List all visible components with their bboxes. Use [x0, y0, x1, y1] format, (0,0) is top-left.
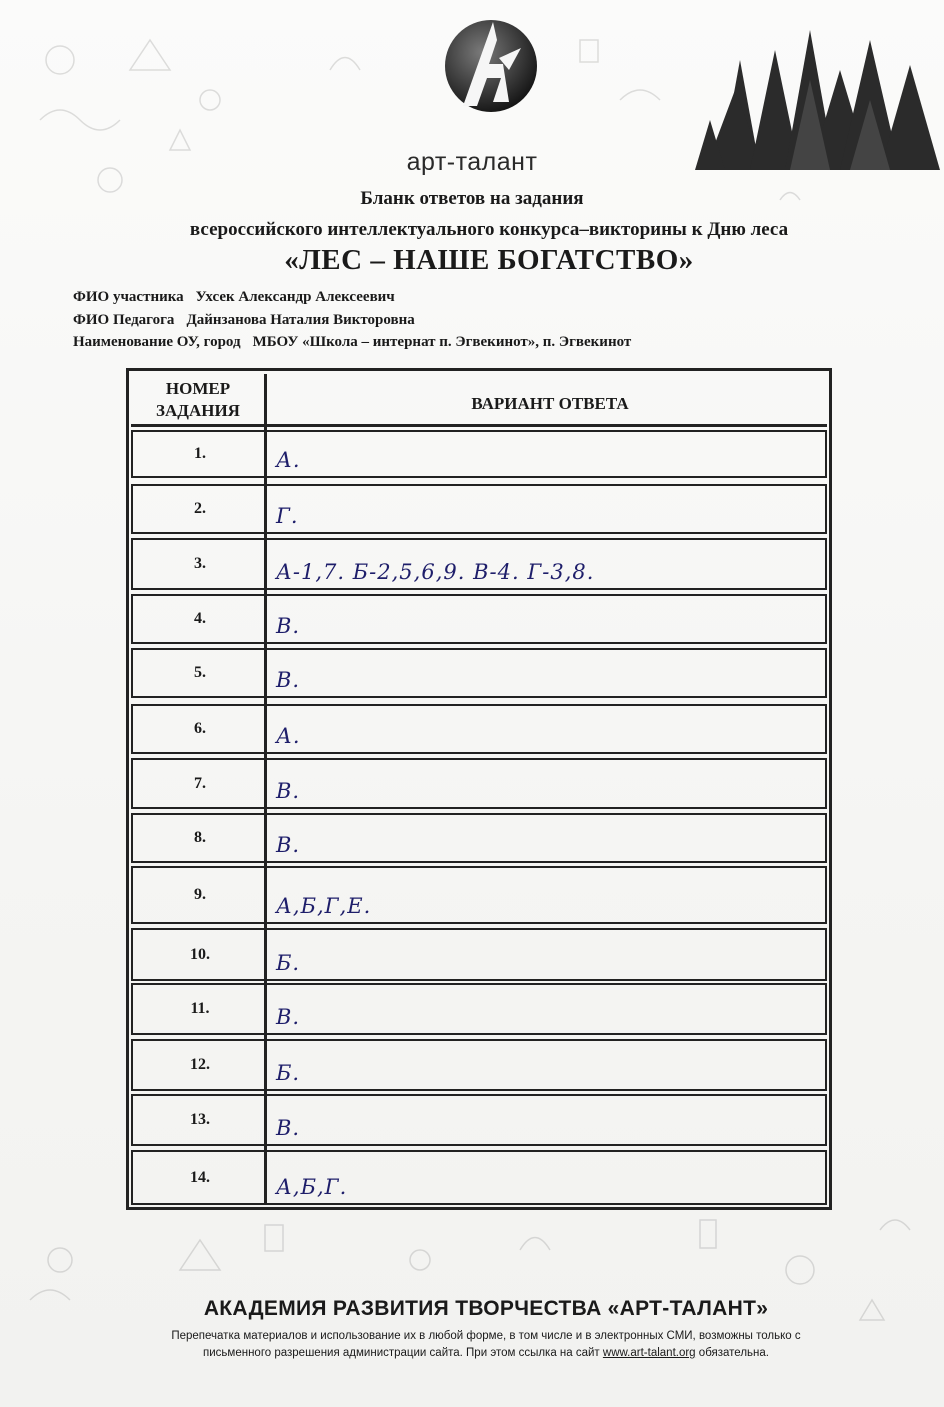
brand-name: арт-талант — [406, 148, 538, 176]
footer-note — [86, 1328, 886, 1362]
table-row — [131, 430, 827, 478]
task-number: 4. — [194, 610, 206, 627]
handwritten-answer: А,Б,Г,Е. — [276, 894, 372, 918]
handwritten-answer: А. — [276, 448, 301, 472]
task-number: 1. — [194, 445, 206, 462]
contest-title: «ЛЕС – НАШЕ БОГАТСТВО» — [284, 244, 694, 276]
handwritten-answer: В. — [276, 1005, 301, 1029]
participant-label: ФИО участника — [73, 289, 184, 305]
task-number: 6. — [194, 720, 206, 737]
column-header-number: НОМЕР ЗАДАНИЯ — [156, 379, 240, 420]
task-number: 7. — [194, 774, 206, 792]
table-row — [131, 866, 827, 924]
task-number: 11. — [190, 1000, 210, 1017]
table-row — [131, 983, 827, 1035]
handwritten-answer: В. — [276, 614, 301, 638]
handwritten-answer: А,Б,Г. — [276, 1175, 348, 1199]
task-number: 3. — [194, 555, 206, 572]
handwritten-answer: А. — [276, 724, 301, 748]
table-row — [131, 484, 827, 534]
footer-line-2 — [86, 1345, 886, 1362]
handwritten-answer: В. — [276, 1116, 301, 1140]
task-number: 10. — [190, 945, 210, 963]
fir-trees-icon — [690, 20, 944, 170]
handwritten-answer: В. — [276, 779, 301, 803]
column-header-answer: ВАРИАНТ ОТВЕТА — [471, 394, 629, 413]
task-number: 12. — [190, 1056, 210, 1073]
table-row — [131, 704, 827, 754]
task-number: 8. — [194, 829, 206, 846]
form-title: Бланк ответов на задания — [360, 188, 584, 209]
school-label: Наименование ОУ, город — [73, 334, 241, 350]
task-number: 9. — [194, 886, 206, 903]
table-row — [131, 928, 827, 981]
site-link[interactable]: www.art-talant.org — [602, 1347, 696, 1359]
header-divider — [131, 424, 827, 427]
handwritten-answer: Б. — [276, 951, 301, 975]
handwritten-answer: В. — [276, 833, 301, 857]
footer-line-1: Перепечатка материалов и использование их в любой форме, в том числе и в электронных СМИ, возможны только с — [171, 1330, 801, 1342]
teacher-line — [73, 312, 415, 329]
form-subtitle: всероссийского интеллектуального конкурса–викторины к Дню леса — [189, 219, 789, 240]
table-row — [131, 1039, 827, 1091]
handwritten-answer: А-1,7. Б-2,5,6,9. В-4. Г-3,8. — [276, 560, 595, 584]
handwritten-answer: Б. — [276, 1061, 301, 1085]
table-row — [131, 648, 827, 698]
table-row — [131, 813, 827, 863]
art-talant-logo-icon — [443, 18, 539, 130]
participant-line — [73, 289, 395, 306]
task-number: 14. — [190, 1168, 210, 1186]
handwritten-answer: В. — [276, 668, 301, 692]
table-row — [131, 758, 827, 809]
table-row — [131, 1150, 827, 1205]
footer-line-2-start: письменного разрешения администрации сайта. При этом ссылка на сайт — [203, 1347, 600, 1359]
table-row — [131, 594, 827, 644]
table-row — [131, 1094, 827, 1146]
participant-value: Ухсек Александр Алексеевич — [195, 289, 395, 305]
school-line — [73, 334, 631, 351]
task-number: 2. — [194, 500, 206, 517]
teacher-value: Дайнзанова Наталия Викторовна — [186, 312, 415, 328]
footer-line-2-end: обязательна. — [698, 1347, 769, 1359]
teacher-label: ФИО Педагога — [73, 312, 175, 328]
task-number: 5. — [194, 664, 206, 681]
footer-title: АКАДЕМИЯ РАЗВИТИЯ ТВОРЧЕСТВА «АРТ-ТАЛАНТ» — [203, 1297, 769, 1320]
table-row — [131, 538, 827, 590]
task-number: 13. — [190, 1111, 210, 1128]
school-value: МБОУ «Школа – интернат п. Эгвекинот», п. Эгвекинот — [252, 334, 632, 350]
handwritten-answer: Г. — [276, 504, 299, 528]
